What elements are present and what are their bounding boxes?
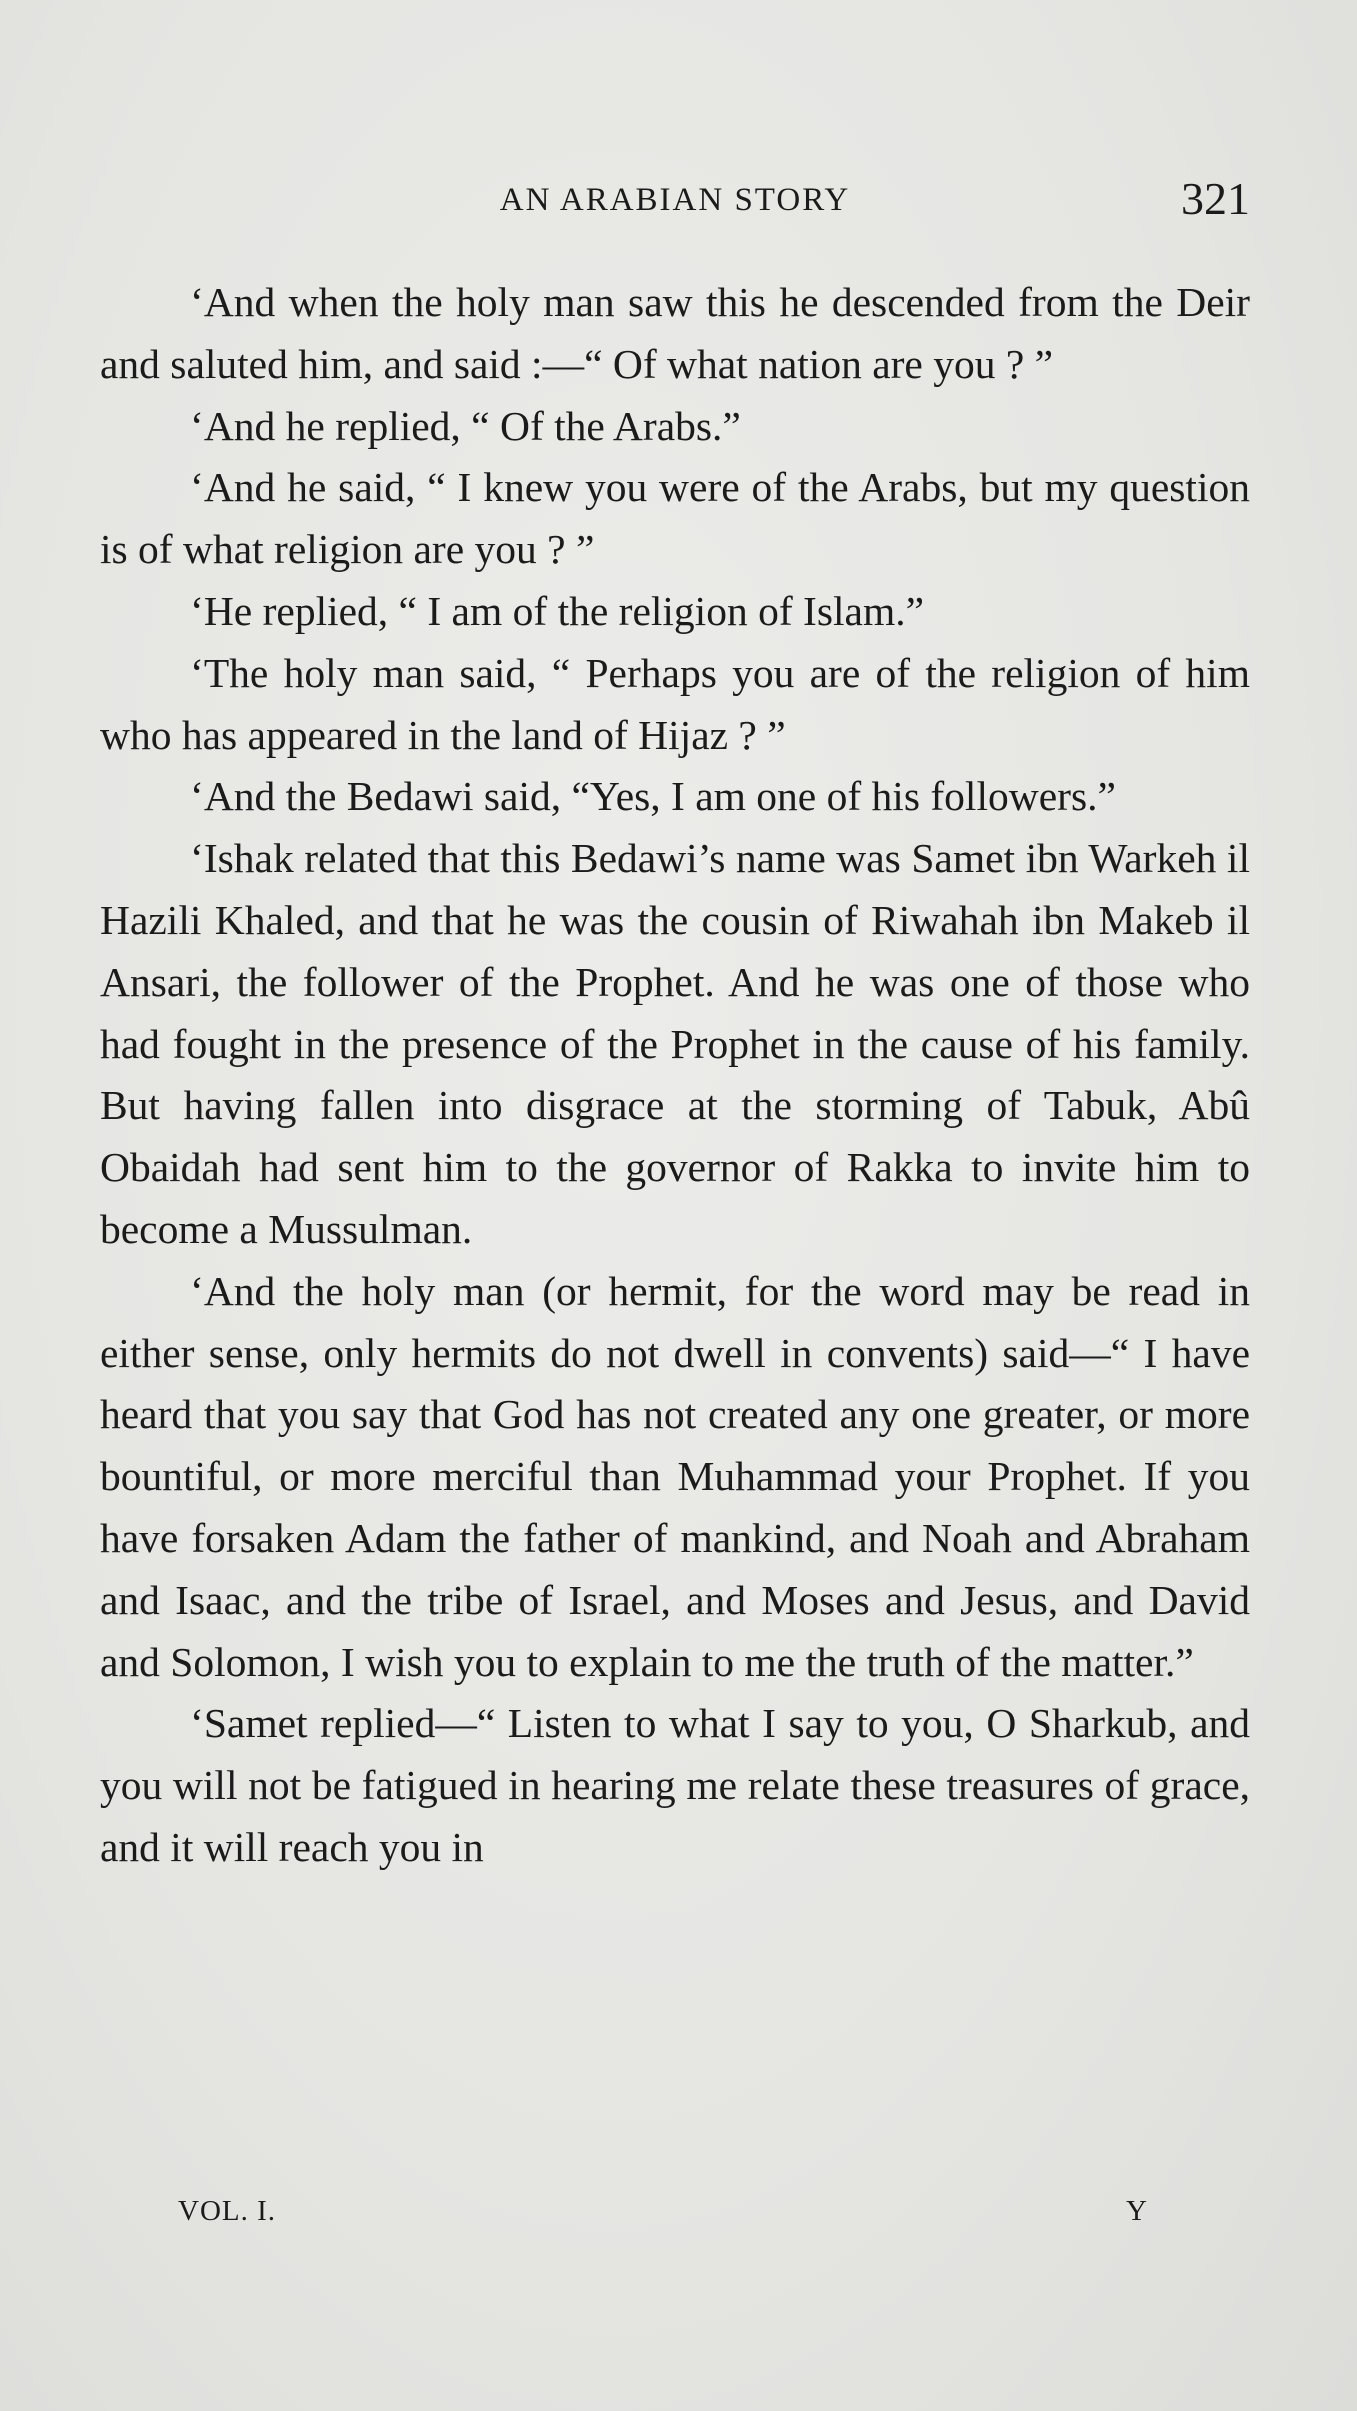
page-footer [100, 2195, 1250, 2235]
page-number: 321 [1181, 173, 1250, 224]
volume-label: VOL. I. [178, 2195, 277, 2227]
paragraph: ‘Ishak related that this Bedawi’s name was Samet ibn Warkeh il Hazili Khaled, and that he was the cousin of Riwahah ibn Makeb il Ansari, the follower of the Prophet. And he was one of those who had fought in the presence of the Prophet in the cause of his family. But having fallen into disgrace at the storming of Tabuk, Abû Obaidah had sent him to the governor of Rakka to invite him to become a Mussulman. [100, 835, 1250, 1252]
paragraph: ‘And he replied, “ Of the Arabs.” [190, 402, 741, 449]
paragraph: ‘The holy man said, “ Perhaps you are of the religion of him who has appeared in the land of Hijaz ? ” [100, 649, 1250, 758]
body-text [100, 272, 1250, 1879]
page-header [100, 172, 1250, 232]
paragraph: ‘And when the holy man saw this he descended from the Deir and saluted him, and said :—“ Of what nation are you ? ” [100, 279, 1250, 387]
paragraph: ‘And he said, “ I knew you were of the Arabs, but my question is of what religion are you ? ” [100, 464, 1250, 573]
paragraph: ‘Samet replied—“ Listen to what I say to you, O Sharkub, and you will not be fatigued in hearing me relate these treasures of grace, and it will reach you in [100, 1700, 1250, 1870]
paragraph: ‘He replied, “ I am of the religion of Islam.” [190, 587, 925, 634]
signature-mark: Y [1126, 2195, 1147, 2227]
running-title: AN ARABIAN STORY [499, 182, 851, 218]
paragraph: ‘And the holy man (or hermit, for the word may be read in either sense, only hermits do not dwell in convents) said—“ I have heard that you say that God has not created any one greater, or more bountiful, or more merciful than Muhammad your Prophet. If you have forsaken Adam the father of mankind, and Noah and Abraham and Isaac, and the tribe of Israel, and Moses and Jesus, and David and Solomon, I wish you to explain to me the truth of the matter.” [100, 1267, 1250, 1685]
paragraph: ‘And the Bedawi said, “Yes, I am one of his followers.” [190, 773, 1116, 820]
